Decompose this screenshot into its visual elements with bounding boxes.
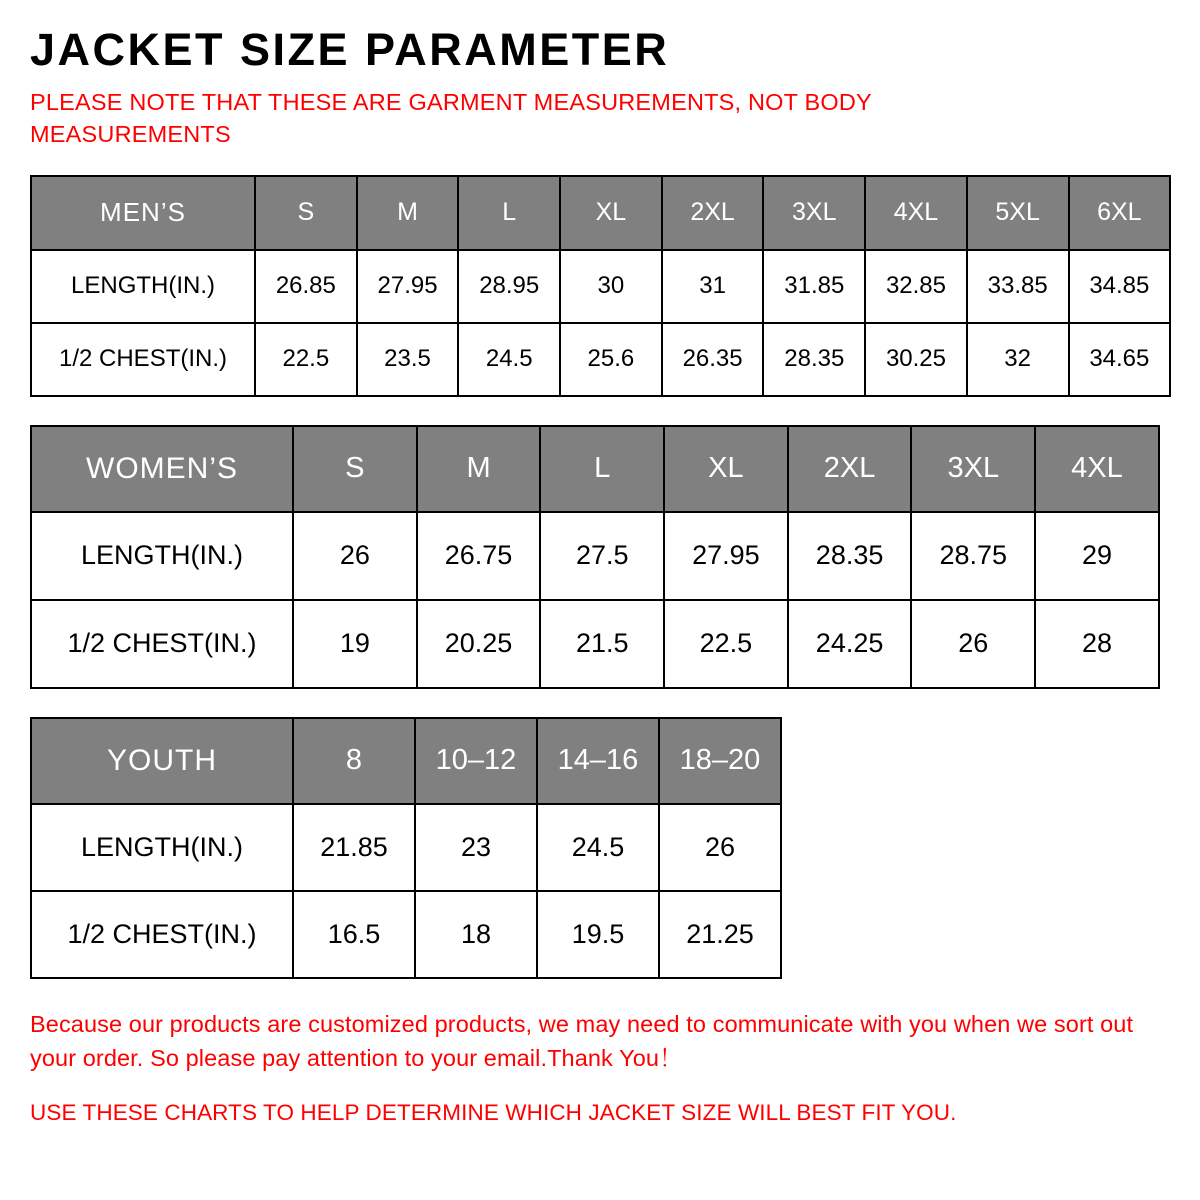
womens-size-col-3: L [540,426,664,512]
mens-length-2: 27.95 [357,250,459,323]
table-header-row [31,426,1159,512]
youth-header-label: YOUTH [31,718,293,804]
womens-chest-3: 21.5 [540,600,664,688]
mens-size-col-9: 6XL [1069,176,1171,250]
womens-length-2: 26.75 [417,512,541,600]
table-row [31,891,781,978]
mens-size-col-5: 2XL [662,176,764,250]
mens-length-7: 32.85 [865,250,967,323]
youth-chest-3: 19.5 [537,891,659,978]
womens-chest-5: 24.25 [788,600,912,688]
womens-chest-6: 26 [911,600,1035,688]
youth-chest-4: 21.25 [659,891,781,978]
womens-size-col-5: 2XL [788,426,912,512]
mens-size-col-7: 4XL [865,176,967,250]
mens-length-6: 31.85 [763,250,865,323]
womens-length-3: 27.5 [540,512,664,600]
mens-length-5: 31 [662,250,764,323]
table-row [31,600,1159,688]
womens-chest-2: 20.25 [417,600,541,688]
mens-chest-5: 26.35 [662,323,764,396]
youth-chest-2: 18 [415,891,537,978]
mens-length-8: 33.85 [967,250,1069,323]
youth-length-2: 23 [415,804,537,891]
womens-length-5: 28.35 [788,512,912,600]
womens-row-label-chest: 1/2 CHEST(IN.) [31,600,293,688]
mens-size-col-4: XL [560,176,662,250]
youth-size-col-1: 8 [293,718,415,804]
womens-length-7: 29 [1035,512,1159,600]
womens-header-label: WOMEN’S [31,426,293,512]
mens-chest-3: 24.5 [458,323,560,396]
youth-size-col-3: 14–16 [537,718,659,804]
youth-length-1: 21.85 [293,804,415,891]
womens-length-1: 26 [293,512,417,600]
mens-size-col-8: 5XL [967,176,1069,250]
page-title: JACKET SIZE PARAMETER [30,24,670,75]
mens-chest-2: 23.5 [357,323,459,396]
footer-custom-products-note: Because our products are customized products, we may need to communicate with you when we sort out your order. So please pay attention to your email.Thank You！ [30,1010,1134,1071]
womens-row-label-length: LENGTH(IN.) [31,512,293,600]
mens-size-col-6: 3XL [763,176,865,250]
youth-size-col-4: 18–20 [659,718,781,804]
youth-row-label-chest: 1/2 CHEST(IN.) [31,891,293,978]
youth-row-label-length: LENGTH(IN.) [31,804,293,891]
youth-size-table [30,717,782,979]
table-row [31,250,1170,323]
table-row [31,804,781,891]
footer-use-charts-note: USE THESE CHARTS TO HELP DETERMINE WHICH JACKET SIZE WILL BEST FIT YOU. [30,1099,957,1125]
youth-length-3: 24.5 [537,804,659,891]
womens-chest-7: 28 [1035,600,1159,688]
mens-length-4: 30 [560,250,662,323]
mens-size-col-3: L [458,176,560,250]
table-header-row [31,718,781,804]
womens-size-col-7: 4XL [1035,426,1159,512]
mens-size-col-2: M [357,176,459,250]
table-row [31,323,1170,396]
womens-size-table [30,425,1160,689]
mens-chest-7: 30.25 [865,323,967,396]
womens-chest-1: 19 [293,600,417,688]
mens-length-9: 34.85 [1069,250,1171,323]
mens-length-3: 28.95 [458,250,560,323]
womens-chest-4: 22.5 [664,600,788,688]
youth-size-col-2: 10–12 [415,718,537,804]
mens-chest-4: 25.6 [560,323,662,396]
womens-size-col-4: XL [664,426,788,512]
womens-length-6: 28.75 [911,512,1035,600]
footer-notes [30,1007,1170,1130]
youth-length-4: 26 [659,804,781,891]
youth-chest-1: 16.5 [293,891,415,978]
womens-size-col-6: 3XL [911,426,1035,512]
womens-size-col-2: M [417,426,541,512]
mens-chest-8: 32 [967,323,1069,396]
womens-length-4: 27.95 [664,512,788,600]
mens-header-label: MEN’S [31,176,255,250]
table-header-row [31,176,1170,250]
table-row [31,512,1159,600]
measurement-note: PLEASE NOTE THAT THESE ARE GARMENT MEASUREMENTS, NOT BODY MEASUREMENTS [30,89,872,147]
mens-size-table [30,175,1171,397]
mens-row-label-chest: 1/2 CHEST(IN.) [31,323,255,396]
mens-row-label-length: LENGTH(IN.) [31,250,255,323]
mens-chest-1: 22.5 [255,323,357,396]
mens-size-col-1: S [255,176,357,250]
mens-chest-6: 28.35 [763,323,865,396]
womens-size-col-1: S [293,426,417,512]
mens-length-1: 26.85 [255,250,357,323]
mens-chest-9: 34.65 [1069,323,1171,396]
